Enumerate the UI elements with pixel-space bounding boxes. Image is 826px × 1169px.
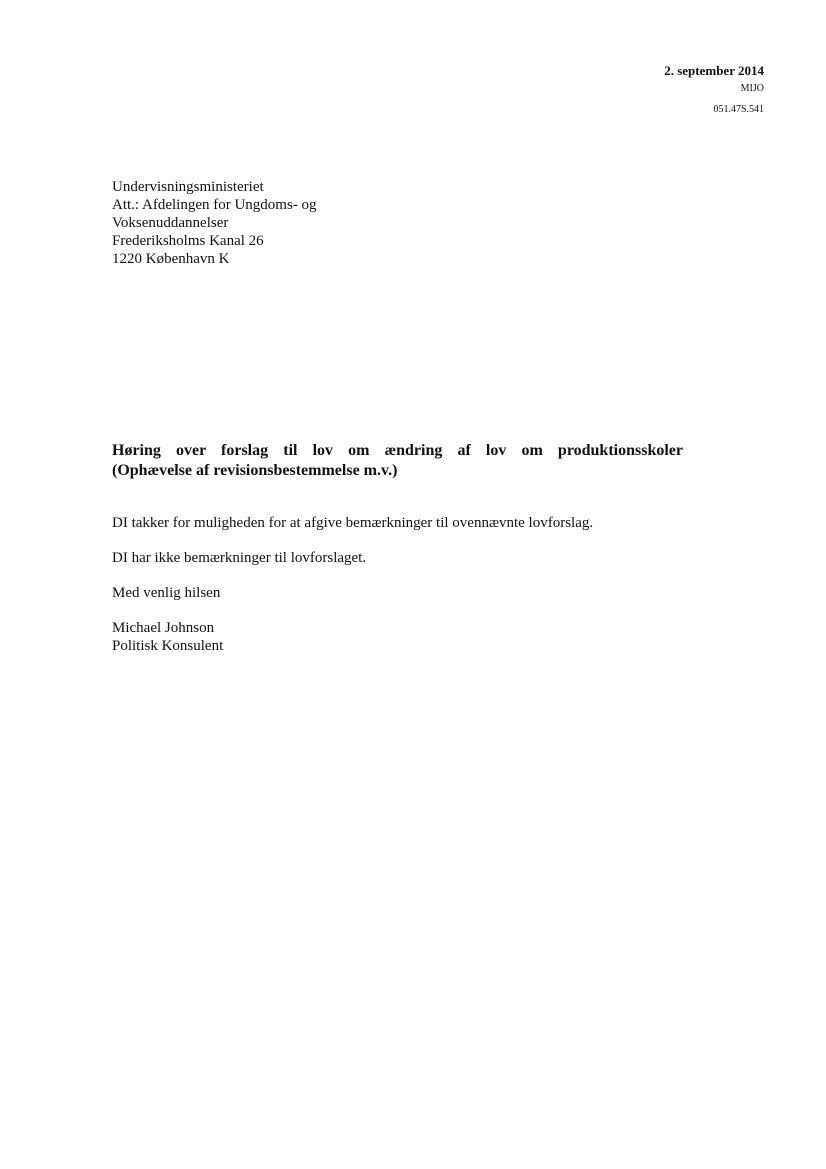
- recipient-line: 1220 København K: [112, 251, 230, 267]
- recipient-address: [112, 178, 317, 268]
- letter-subject: [112, 441, 683, 481]
- letter-body: [112, 514, 712, 655]
- signature-block: [112, 619, 712, 655]
- subject-line: Høring over forslag til lov om ændring af lov om produktionsskoler: [112, 442, 683, 459]
- reference-number: 051.47S.541: [713, 104, 764, 115]
- body-paragraph: DI har ikke bemærkninger til lovforslaget.: [112, 550, 367, 566]
- recipient-line: Att.: Afdelingen for Ungdoms- og: [112, 197, 317, 213]
- recipient-line: Frederiksholms Kanal 26: [112, 233, 264, 249]
- recipient-line: Voksenuddannelser: [112, 215, 229, 231]
- letter-meta: [664, 62, 764, 117]
- recipient-line: Undervisningsministeriet: [112, 179, 264, 195]
- author-initials: MIJO: [740, 83, 764, 94]
- letter-date: 2. september 2014: [664, 63, 764, 78]
- closing-line: Med venlig hilsen: [112, 585, 221, 601]
- subject-line: (Ophævelse af revisionsbestemmelse m.v.): [112, 462, 398, 479]
- signer-name: Michael Johnson: [112, 620, 215, 636]
- body-paragraph: DI takker for muligheden for at afgive bemærkninger til ovennævnte lovforslag.: [112, 515, 594, 531]
- signer-title: Politisk Konsulent: [112, 638, 224, 654]
